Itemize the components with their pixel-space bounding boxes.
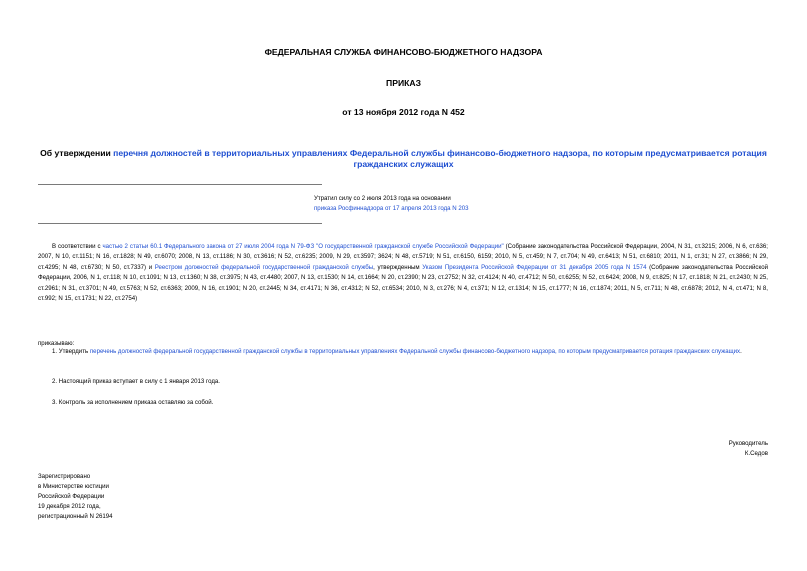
status-line: Утратил силу со 2 июля 2013 года на основании bbox=[314, 195, 451, 202]
document-date-number: от 13 ноября 2012 года N 452 bbox=[342, 107, 465, 117]
preamble-text-3: , утвержденным bbox=[373, 263, 423, 271]
registration-line: Российской Федерации bbox=[38, 493, 105, 500]
registration-line: Зарегистрировано bbox=[38, 473, 91, 480]
status-link[interactable]: приказа Росфиннадзора от 17 апреля 2013 года N 203 bbox=[314, 205, 469, 212]
signature-block bbox=[600, 439, 768, 459]
signature-role: Руководитель bbox=[728, 440, 768, 447]
registration-line: регистрационный N 26194 bbox=[38, 513, 113, 520]
preamble-paragraph bbox=[38, 242, 768, 304]
divider-bottom bbox=[38, 223, 322, 224]
decree-link[interactable]: Указом Президента Российской Федерации от 31 декабря 2005 года N 1574 bbox=[422, 263, 647, 271]
order-item-1 bbox=[38, 347, 768, 357]
item1-text: 1. Утвердить bbox=[52, 348, 90, 355]
document-type: ПРИКАЗ bbox=[386, 78, 421, 88]
document-title-link[interactable]: перечня должностей в территориальных управлениях Федеральной службы финансово-бюджетного надзора, по которым предусматривается ротация гражданских служащих bbox=[113, 148, 767, 169]
registration-line: в Министерстве юстиции bbox=[38, 483, 109, 490]
registry-link[interactable]: Реестром должностей федеральной государственной гражданской службы bbox=[154, 263, 374, 271]
order-word: приказываю: bbox=[38, 340, 75, 347]
item1-link[interactable]: перечень должностей федеральной государственной гражданской службы в территориальных управлениях Федеральной службы финансово-бюджетного надзора, по которым предусматривается ротация гражданских служащих bbox=[89, 348, 741, 355]
document-title bbox=[36, 148, 771, 169]
preamble-text-2: (Собрание законодательства Российской Федерации, 2004, N 31, ст.3215; 2006, N 6, ст.636; 2007, N 10, ст.1151; N 16, ст.1828; N 49, ст.6070; 2008, N 13, ст.1186; N 30, ст.3616; N 52, ст.6235; 2009, N 29, ст.3597; 3624; N 48, ст.5719; N 51, ст.6150, 6159; 2010, N 5, ст.459; N 7, ст.704; N 49, ст.6413; N 51, ст.6810; 2011, N 1, ст.31; N 27, ст.3866; N 29, ст.4295; N 48, ст.6730; N 50, ст.7337) и bbox=[38, 243, 769, 271]
law-link[interactable]: частью 2 статьи 60.1 Федерального закона от 27 июля 2004 года N 79-ФЗ "О государственной гражданской службе Российской Федерации" bbox=[102, 243, 504, 250]
order-item-2: 2. Настоящий приказ вступает в силу с 1 января 2013 года. bbox=[52, 378, 220, 385]
registration-line: 19 декабря 2012 года, bbox=[38, 503, 101, 510]
preamble-text-1: В соответствии с bbox=[52, 243, 103, 250]
divider-top bbox=[38, 184, 322, 185]
order-item-3: 3. Контроль за исполнением приказа оставляю за собой. bbox=[52, 399, 214, 406]
agency-heading: ФЕДЕРАЛЬНАЯ СЛУЖБА ФИНАНСОВО-БЮДЖЕТНОГО НАДЗОРА bbox=[264, 47, 543, 57]
preamble-text-4: (Собрание законодательства Российской Федерации, 2006, N 1, ст.118; N 10, ст.1091; N 13, ст.1360; N 38, ст.3975; N 43, ст.4480; 2007, N 13, ст.1530; N 14, ст.1664; N 20, ст.2390; N 23, ст.2752; N 32, ст.4124; N 40, ст.4712; N 50, ст.6255; N 52, ст.6424; 2008, N 9, ст.825; N 17, ст.1818; N 21, ст.2430; N 25, ст.2961; N 31, ст.3701; N 49, ст.5763; N 52, ст.6363; 2009, N 16, ст.1901; N 20, ст.2445; N 34, ст.4171; N 36, ст.4312; N 52, ст.6534; 2010, N 3, ст.276; N 4, ст.371; N 12, ст.1314; N 15, ст.1777; N 16, ст.1874; 2011, N 5, ст.711; N 48, ст.6878; 2012, N 4, ст.471; N 8, ст.992; N 15, ст.1731; N 22, ст.2754) bbox=[38, 263, 768, 303]
registration-block bbox=[38, 472, 113, 522]
signature-name: К.Седов bbox=[744, 450, 768, 457]
status-note bbox=[314, 194, 504, 214]
item1-end: . bbox=[740, 348, 742, 355]
document-title-prefix: Об утверждении bbox=[40, 148, 114, 158]
